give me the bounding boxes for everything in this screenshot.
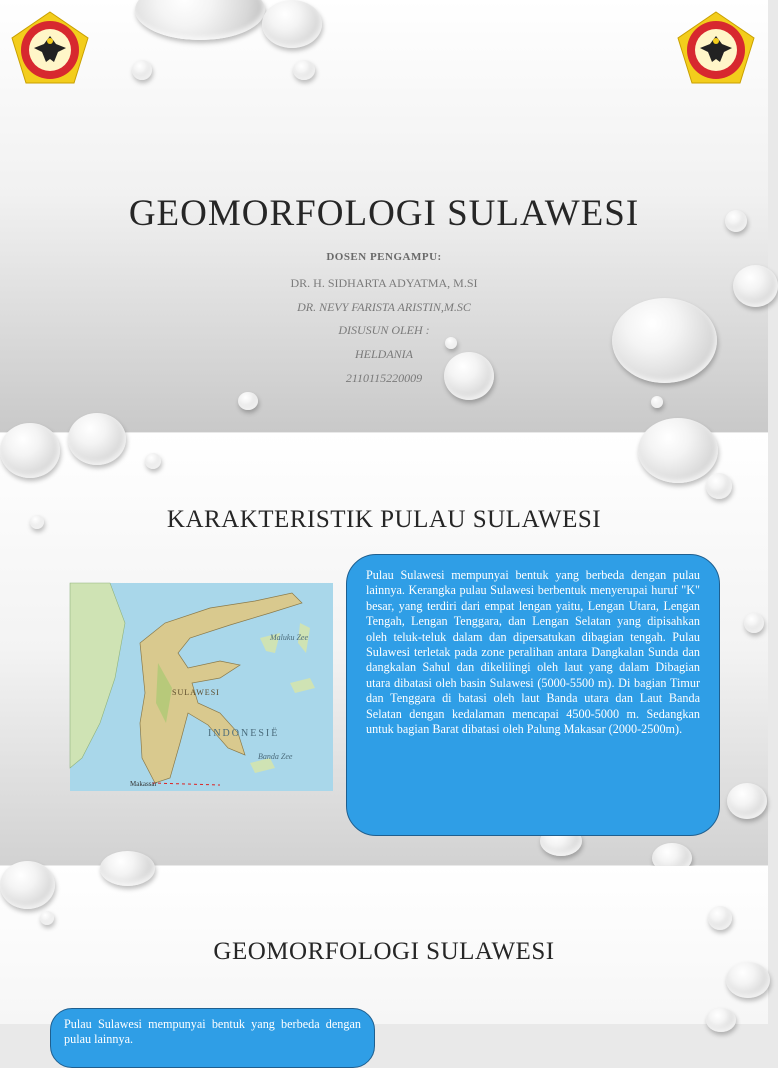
water-drop-decoration: [744, 613, 764, 633]
university-logo-left: [10, 10, 90, 85]
water-drop-decoration: [651, 396, 663, 408]
description-box: [346, 554, 720, 836]
sulawesi-map-image: [70, 583, 333, 791]
dosen-name-1: DR. H. SIDHARTA ADYATMA, M.SI: [290, 276, 478, 290]
university-logo-right: [676, 10, 756, 85]
water-drop-decoration: [135, 0, 265, 40]
characteristics-slide: [0, 433, 768, 865]
title-slide: [0, 0, 768, 432]
map-label-maluku: Maluku Zee: [270, 633, 308, 642]
author-name: HELDANIA: [355, 347, 413, 361]
dosen-name-2: DR. NEVY FARISTA ARISTIN,M.SC: [297, 300, 471, 314]
map-label-banda: Banda Zee: [258, 752, 293, 761]
description-box: [50, 1008, 375, 1068]
water-drop-decoration: [40, 911, 54, 925]
water-drop-decoration: [706, 1008, 736, 1032]
water-drop-decoration: [262, 0, 322, 48]
map-label-makassar: Makassar: [130, 780, 157, 788]
description-text: Pulau Sulawesi mempunyai bentuk yang berbeda dengan pulau lainnya. Kerangka pulau Sulawesi berbentuk menyerupai huruf "K" besar, yang terdiri dari empat lengan yaitu, Lengan Utara, Lengan Tengah, Lengan Tenggara, dan Lengan Selatan yang dipisahkan oleh teluk-teluk dalam dan dipersatukan dibagian tengah. Pulau Sulawesi terletak pada zone peralihan antara Dangkalan Sunda dan dangkalan Sahul dan dikelilingi oleh laut yang dalam Dibagian utara dibatasi oleh basin Sulawesi (5000-5500 m). Di bagian Timur dan Tenggara di batasi oleh laut Banda utara dan Laut Banda Selatan dengan kedalaman mencapai 4500-5000 m. Sedangkan untuk bagian Barat dibatasi oleh Palung Makasar (2000-2500m).: [366, 568, 700, 737]
slide-title: KARAKTERISTIK PULAU SULAWESI: [166, 506, 602, 533]
water-drop-decoration: [706, 473, 732, 499]
student-id: 2110115220009: [345, 371, 423, 385]
water-drop-decoration: [293, 60, 315, 80]
slide-title: GEOMORFOLOGI SULAWESI: [128, 193, 640, 234]
dosen-label: DOSEN PENGAMPU:: [326, 251, 442, 263]
geomorphology-slide: [0, 866, 768, 1046]
water-drop-decoration: [727, 783, 767, 819]
water-drop-decoration: [726, 962, 770, 998]
water-drop-decoration: [638, 418, 718, 483]
slide-title: GEOMORFOLOGI SULAWESI: [213, 938, 555, 965]
map-label-sulawesi: SULAWESI: [172, 688, 220, 697]
map-label-indonesia: INDONESIË: [208, 728, 280, 739]
water-drop-decoration: [100, 851, 155, 886]
water-drop-decoration: [708, 906, 732, 930]
water-drop-decoration: [68, 413, 126, 465]
water-drop-decoration: [0, 861, 55, 909]
water-drop-decoration: [238, 392, 258, 410]
water-drop-decoration: [145, 453, 161, 469]
sulawesi-map-drawing: [70, 583, 333, 791]
water-drop-decoration: [0, 423, 60, 478]
description-text: Pulau Sulawesi mempunyai bentuk yang berbeda dengan pulau lainnya.: [64, 1017, 361, 1046]
water-drop-decoration: [132, 60, 152, 80]
disusun-label: DISUSUN OLEH :: [338, 323, 430, 337]
